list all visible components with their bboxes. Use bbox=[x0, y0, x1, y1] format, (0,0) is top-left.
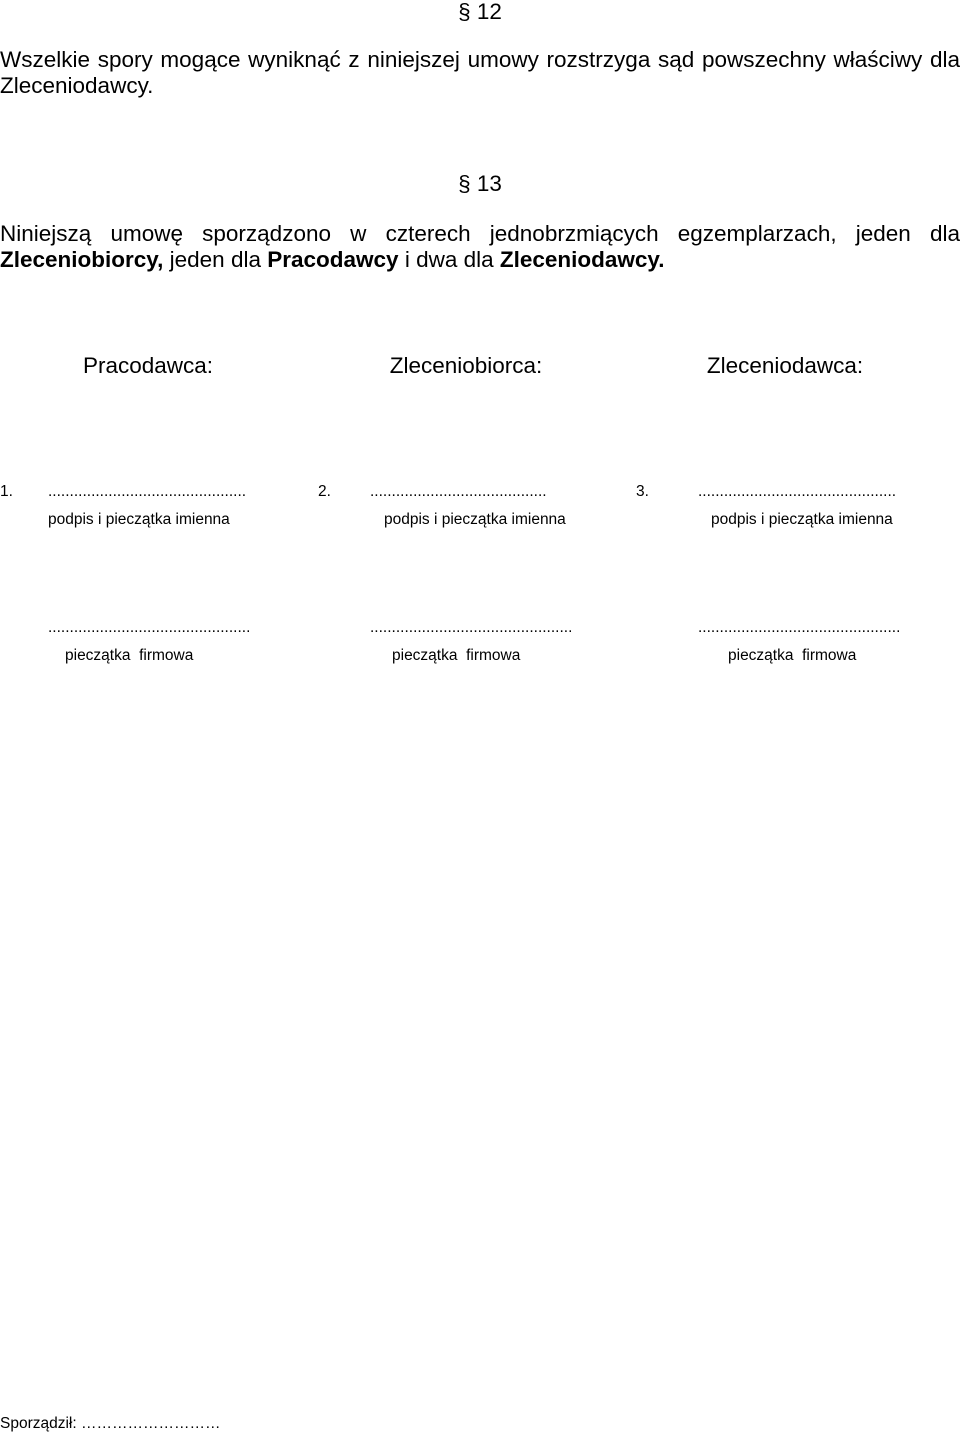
signature-number: 3. bbox=[636, 483, 649, 500]
party-name-pracodawcy: Pracodawcy bbox=[267, 247, 399, 272]
party-label-pracodawca: Pracodawca: bbox=[82, 353, 214, 378]
section-12-paragraph bbox=[0, 47, 960, 99]
stamp-dotted-line: ............................................... bbox=[370, 619, 573, 636]
signature-caption: podpis i pieczątka imienna bbox=[384, 511, 566, 528]
signature-caption: podpis i pieczątka imienna bbox=[711, 511, 893, 528]
text-segment: jeden dla bbox=[163, 247, 268, 272]
section-13-paragraph-line bbox=[0, 247, 960, 273]
stamp-caption: pieczątka firmowa bbox=[65, 647, 194, 664]
section-13-paragraph-line: Niniejszą umowę sporządzono w czterech jednobrzmiących egzemplarzach, jeden dla bbox=[0, 221, 960, 246]
section-12-paragraph-line: Zleceniodawcy. bbox=[0, 73, 154, 98]
signature-dotted-line: .............................................. bbox=[698, 483, 897, 500]
section-13-heading: § 13 bbox=[458, 171, 502, 196]
stamp-caption: pieczątka firmowa bbox=[392, 647, 521, 664]
section-13-paragraph bbox=[0, 221, 960, 273]
stamp-caption: pieczątka firmowa bbox=[728, 647, 857, 664]
signature-number: 2. bbox=[318, 483, 331, 500]
stamp-dotted-line: ............................................... bbox=[698, 619, 901, 636]
signature-caption: podpis i pieczątka imienna bbox=[48, 511, 230, 528]
signature-dotted-line: ......................................... bbox=[370, 483, 547, 500]
party-label-zleceniobiorca: Zleceniobiorca: bbox=[389, 353, 543, 378]
section-12-paragraph-line: Wszelkie spory mogące wyniknąć z niniejszej umowy rozstrzyga sąd powszechny właściwy dla bbox=[0, 47, 960, 72]
signature-dotted-line: .............................................. bbox=[48, 483, 247, 500]
text-segment: i dwa dla bbox=[398, 247, 500, 272]
stamp-dotted-line: ............................................... bbox=[48, 619, 251, 636]
party-name-zleceniodawcy: Zleceniodawcy. bbox=[499, 247, 665, 272]
signature-number: 1. bbox=[0, 483, 13, 500]
party-name-zleceniobiorcy: Zleceniobiorcy, bbox=[0, 247, 164, 272]
party-label-zleceniodawca: Zleceniodawca: bbox=[706, 353, 864, 378]
prepared-by-line: Sporządził: ……………………… bbox=[0, 1415, 221, 1432]
section-12-heading: § 12 bbox=[458, 0, 502, 24]
